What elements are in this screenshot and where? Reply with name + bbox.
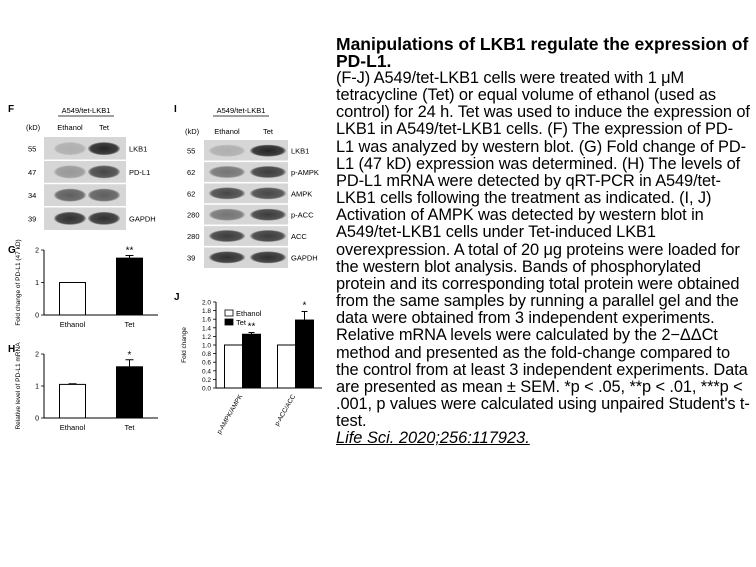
chart-g: [15, 239, 158, 329]
bar-h-1: [117, 367, 143, 418]
y-tick-label-j-0: 0.0: [201, 385, 211, 393]
bar-j-1-0: [278, 345, 296, 388]
western-band-i-5-1: [250, 251, 286, 263]
kd-marker-f-2: 34: [28, 191, 37, 201]
protein-label-i-4: ACC: [291, 232, 307, 241]
panel-label-f: F: [8, 104, 15, 115]
y-tick-label-j-10: 2.0: [201, 299, 211, 307]
kd-marker-i-5: 39: [187, 253, 196, 263]
y-tick-label-j-5: 1.0: [201, 342, 211, 350]
y-tick-label-j-1: 0.2: [201, 376, 211, 384]
kd-marker-f-0: 55: [28, 144, 37, 154]
panel-label-i: I: [174, 104, 177, 115]
y-tick-label-j-7: 1.4: [201, 325, 211, 333]
bar-h-0: [60, 384, 86, 418]
y-tick-label-j-3: 0.6: [201, 359, 211, 367]
x-tick-label-j-1: p-ACC/ACC: [273, 393, 298, 428]
protein-label-i-2: AMPK: [291, 189, 313, 199]
western-band-f-3-1: [88, 212, 120, 225]
kd-marker-f-1: 47: [28, 167, 37, 177]
kd-header-f: (kD): [26, 123, 41, 132]
kd-marker-i-4: 280: [187, 232, 200, 241]
citation-link[interactable]: Life Sci. 2020;256:117923.: [336, 429, 530, 448]
significance-mark-j-0: **: [247, 321, 256, 333]
legend-label-j-1: Tet: [236, 318, 247, 327]
western-band-f-1-0: [54, 165, 86, 178]
legend-swatch-j-1: [225, 319, 233, 325]
lane-label-i-0: Ethanol: [214, 127, 240, 136]
kd-marker-f-3: 39: [28, 214, 37, 224]
panel-label-h: H: [8, 344, 16, 355]
y-axis-label-h: Relative level of PD-L1 mRNA: [15, 342, 22, 430]
western-band-i-3-0: [209, 209, 245, 221]
western-band-f-0-1: [88, 142, 120, 155]
y-tick-label-h-1: 1: [35, 383, 39, 391]
chart-h: [15, 342, 158, 432]
x-tick-label-g-0: Ethanol: [59, 320, 86, 329]
bar-j-0-1: [243, 334, 261, 388]
western-band-i-1-0: [209, 166, 245, 178]
western-band-i-0-1: [250, 145, 286, 157]
protein-label-f-3: GAPDH: [129, 214, 156, 224]
western-band-i-4-1: [250, 230, 286, 242]
western-band-f-2-1: [88, 189, 120, 202]
western-band-f-3-0: [54, 212, 86, 225]
protein-label-i-5: GAPDH: [291, 253, 318, 263]
significance-mark-j-1: *: [302, 300, 307, 312]
kd-marker-i-3: 280: [187, 210, 200, 220]
kd-marker-i-0: 55: [187, 146, 196, 156]
y-tick-label-g-2: 2: [35, 247, 39, 255]
kd-header-i: (kD): [185, 127, 200, 136]
figure-canvas: [0, 0, 335, 567]
kd-marker-i-1: 62: [187, 168, 196, 177]
western-band-f-1-1: [88, 165, 120, 178]
x-tick-label-g-1: Tet: [124, 320, 135, 329]
x-tick-label-j-0: p-AMPK/AMPK: [215, 393, 245, 436]
y-tick-label-h-2: 2: [35, 351, 39, 359]
chart-j: [181, 300, 322, 436]
x-tick-label-h-0: Ethanol: [59, 423, 86, 432]
lane-label-f-0: Ethanol: [57, 123, 83, 132]
protein-label-i-3: p-ACC: [291, 210, 314, 220]
y-tick-label-h-0: 0: [35, 415, 39, 423]
lane-label-i-1: Tet: [262, 127, 274, 136]
western-band-i-2-0: [209, 187, 245, 199]
protein-label-i-1: p-AMPK: [291, 168, 319, 177]
bar-g-0: [60, 283, 86, 316]
blot-cell-line-f: A549/tet-LKB1: [61, 106, 111, 115]
bar-j-0-0: [225, 345, 243, 388]
significance-mark-h-1: *: [127, 349, 132, 361]
panel-label-j: J: [174, 292, 180, 303]
y-axis-label-j: Fold change: [181, 327, 188, 363]
western-band-i-0-0: [209, 145, 245, 157]
western-band-i-3-1: [250, 209, 286, 221]
bar-g-1: [117, 258, 143, 315]
western-band-i-5-0: [209, 251, 245, 263]
y-tick-label-j-8: 1.6: [201, 316, 211, 324]
y-tick-label-g-1: 1: [35, 280, 39, 287]
y-tick-label-j-4: 0.8: [201, 351, 211, 359]
protein-label-f-1: PD-L1: [129, 167, 151, 177]
western-band-i-1-1: [250, 166, 286, 178]
protein-label-i-0: LKB1: [291, 146, 310, 156]
legend-label-j-0: Ethanol: [236, 309, 262, 318]
caption-block: [336, 36, 750, 447]
figure-panels: [0, 0, 335, 567]
caption-body: (F-J) A549/tet-LKB1 cells were treated with 1 μM tetracycline (Tet) or equal volume of ethanol (used as control) for 24 h. Tet was used to induce the expression of LKB1 in A549/tet-LKB1 cells. (F) The expression of PD-L1 was analyzed by western blot. (G) Fold change of PD-L1 (47 kD) expression was determined. (H) The levels of PD-L1 mRNA were detected by qRT-PCR in A549/tet-LKB1 cells following the treatment as indicated. (I, J) Activation of AMPK was detected by western blot in A549/tet-LKB1 cells under Tet-induced LKB1 overexpression. A total of 20 μg proteins were loaded for the western blot analysis. Bands of phosphorylated protein and its corresponding total protein were obtained from the same samples by running a parallel gel and the data were obtained from 3 independent experiments. Relative mRNA levels were calculated by the 2−ΔΔCt method and presented as the fold-change compared to the control from at least 3 independent experiments. Data are presented as mean ± SEM. *p < .05, **p < .01, ***p < .001, p values were calculated using unpaired Student's t-test.: [336, 69, 750, 431]
lane-label-f-1: Tet: [98, 123, 110, 132]
protein-label-f-0: LKB1: [129, 144, 148, 154]
panel-label-g: G: [8, 245, 16, 256]
blot-cell-line-i: A549/tet-LKB1: [216, 106, 266, 115]
significance-mark-g-1: **: [125, 245, 134, 257]
y-tick-label-g-0: 0: [35, 312, 39, 320]
bar-j-1-1: [296, 320, 314, 388]
x-tick-label-h-1: Tet: [124, 423, 135, 432]
y-tick-label-j-9: 1.8: [201, 308, 211, 316]
western-band-f-2-0: [54, 189, 86, 202]
kd-marker-i-2: 62: [187, 189, 196, 199]
y-axis-label-g: Fold change of PD-L1 (47 kD): [15, 239, 22, 326]
y-tick-label-j-6: 1.2: [201, 333, 211, 341]
y-tick-label-j-2: 0.4: [201, 368, 211, 376]
legend-swatch-j-0: [225, 310, 233, 316]
western-band-i-4-0: [209, 230, 245, 242]
western-band-i-2-1: [250, 187, 286, 199]
caption-title: Manipulations of LKB1 regulate the expression of PD-L1.: [336, 34, 749, 71]
western-band-f-0-0: [54, 142, 86, 155]
